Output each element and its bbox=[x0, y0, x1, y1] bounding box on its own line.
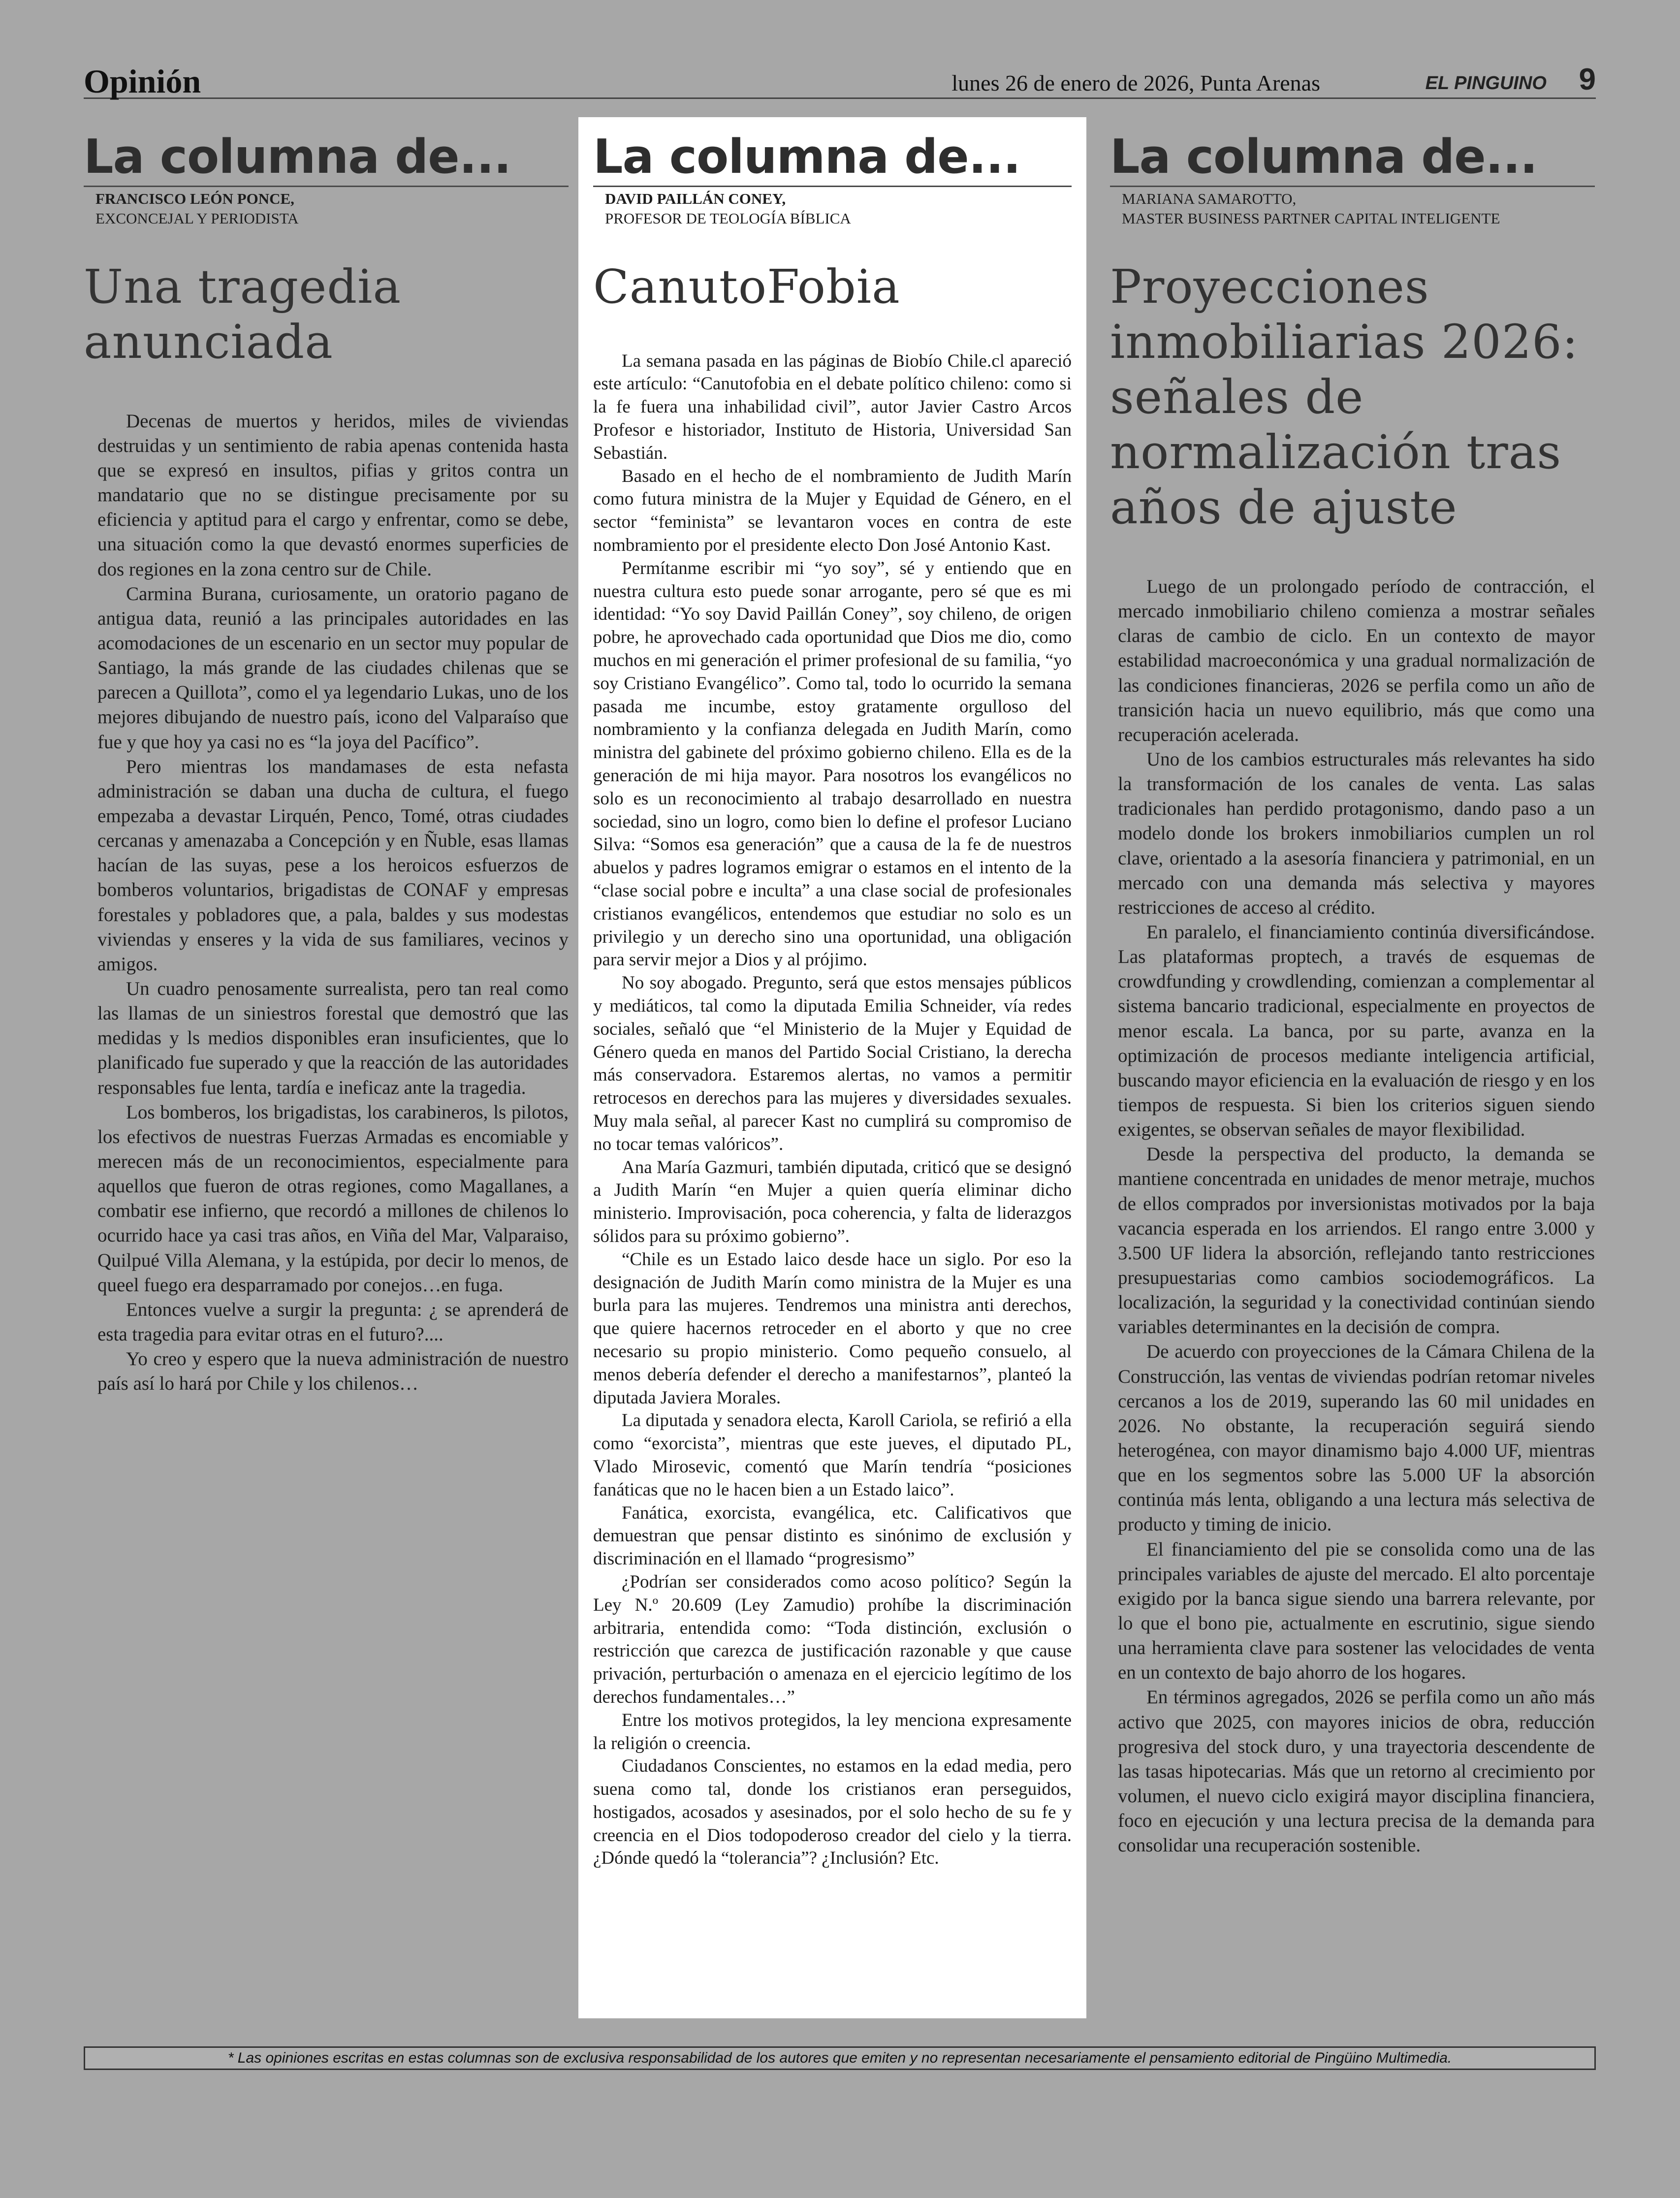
article-title: Una tragedia anunciada bbox=[84, 259, 402, 369]
paragraph: El financiamiento del pie se consolida como una de las principales variables de ajuste del mercado. El alto porcentaje exigido por la banca sigue siendo una barrera relevante, por lo que el bono pie, actualmente en escrutinio, sigue siendo una herramienta clave para sostener las velocidades de venta en un contexto de bajo ahorro de los hogares. bbox=[1118, 1538, 1595, 1684]
column-header: La columna de... bbox=[84, 117, 569, 187]
author-byline bbox=[593, 189, 1072, 229]
column-2 bbox=[578, 117, 1086, 2018]
paragraph: Entre los motivos protegidos, la ley menciona expresamente la religión o creencia. bbox=[593, 1710, 1072, 1753]
article-title: Proyecciones inmobiliarias 2026: señales de normalización tras años de ajuste bbox=[1110, 259, 1579, 535]
page-number: 9 bbox=[1579, 63, 1596, 96]
author-name: FRANCISCO LEÓN PONCE, bbox=[95, 190, 294, 207]
paragraph: Basado en el hecho de el nombramiento de Judith Marín como futura ministra de la Mujer y Equidad de Género, en el sector “feminista” se levantaron voces en contra de este nombramiento por el presidente electo Don José Antonio Kast. bbox=[593, 466, 1072, 556]
paragraph: Permítanme escribir mi “yo soy”, sé y entiendo que en nuestra cultura esto puede sonar arrogante, pero sé que es mi identidad: “Yo soy David Paillán Coney”, soy chileno, de origen pobre, he aprovechado cada oportunidad que Dios me dio, como muchos en mi generación el primer profesional de su familia, “yo soy Cristiano Evangélico”. Como tal, todo lo ocurrido la semana pasada me incumbe, estoy gratamente orgulloso del nombramiento y la confianza delegada en Judith Marín, como ministra del gabinete del próximo gobierno chileno. Ella es de la generación de mi hija mayor. Para nosotros los evangélicos no solo es un reconocimiento al trabajo desarrollado en nuestra sociedad, sino un logro, como bien lo define el profesor Luciano Silva: “Somos esa generación” que a causa de la fe de nuestros abuelos y padres logramos emigrar o estamos en el intento de la “clase social pobre e inculta” a una clase social de profesionales cristianos evangélicos, entendemos que estudiar no solo es un privilegio y un derecho sino una oportunidad, una obligación para servir mejor a Dios y al prójimo. bbox=[593, 558, 1072, 970]
footer-disclaimer: * Las opiniones escritas en estas columnas son de exclusiva responsabilidad de los autores que emiten y no representan necesariamente el pensamiento editorial de Pingüino Multimedia. bbox=[84, 2046, 1596, 2070]
paragraph: Ana María Gazmuri, también diputada, criticó que se designó a Judith Marín “en Mujer a quien quería eliminar dicho ministerio. Improvisación, poca coherencia, y falta de liderazgos sólidos para su próximo gobierno”. bbox=[593, 1157, 1072, 1246]
article-body bbox=[1110, 574, 1595, 1858]
paragraph: Pero mientras los mandamases de esta nefasta administración se daban una ducha de cultura, el fuego empezaba a devastar Lirquén, Penco, Tomé, otras ciudades cercanas y amenazaba a Concepción y en Ñuble, esas llamas hacían de las suyas, pese a los heroicos esfuerzos de bomberos voluntarios, brigadistas de CONAF y empresas forestales y pobladores que, a pala, baldes y sus modestas viviendas y enseres y la vida de sus familiares, vecinos y amigos. bbox=[97, 756, 569, 975]
paragraph: La semana pasada en las páginas de Biobío Chile.cl apareció este artículo: “Canutofobia en el debate político chileno: como si la fe fuera una inhabilidad civil”, autor Javier Castro Arcos Profesor e historiador, Instituto de Historia, Universidad San Sebastián. bbox=[593, 350, 1072, 463]
author-byline bbox=[84, 189, 569, 229]
author-role: EXCONCEJAL Y PERIODISTA bbox=[95, 210, 299, 227]
column-header: La columna de... bbox=[593, 117, 1072, 187]
paragraph: Fanática, exorcista, evangélica, etc. Calificativos que demuestran que pensar distinto es sinónimo de exclusión y discriminación en el llamado “progresismo” bbox=[593, 1502, 1072, 1569]
article-title: CanutoFobia bbox=[593, 259, 900, 314]
paragraph: Un cuadro penosamente surrealista, pero tan real como las llamas de un siniestros forestal que demostró que las medidas y ls medios disponibles eran insuficientes, que lo planificado fue superado y que la reacción de las autoridades responsables fue lenta, tardía e ineficaz ante la tragedia. bbox=[97, 978, 569, 1098]
column-1 bbox=[84, 117, 569, 1396]
article-body bbox=[84, 409, 569, 1397]
paragraph: Desde la perspectiva del producto, la demanda se mantiene concentrada en unidades de menor metraje, muchos de ellos comprados por inversionistas motivados por la baja vacancia esperada en los arriendos. El rango entre 3.000 y 3.500 UF lidera la absorción, reflejando tanto restricciones presupuestarias como cambios sociodemográficos. La localización, la seguridad y la conectividad continúan siendo variables determinantes en la decisión de compra. bbox=[1118, 1144, 1595, 1338]
column-3 bbox=[1110, 117, 1595, 1858]
column-header: La columna de... bbox=[1110, 117, 1595, 187]
paragraph: “Chile es un Estado laico desde hace un siglo. Por eso la designación de Judith Marín como ministra de la Mujer es una burla para las mujeres. Tendremos una ministra anti derechos, que quiere hacernos retroceder en el aborto y que no cree necesario su propio ministerio. Como pequeño consuelo, al menos debería defender el derecho a manifestarnos”, planteó la diputada Javiera Morales. bbox=[593, 1249, 1072, 1408]
paragraph: En paralelo, el financiamiento continúa diversificándose. Las plataformas proptech, a través de esquemas de crowdfunding y crowdlending, comienzan a complementar al sistema bancario tradicional, especialmente en proyectos de menor escala. La banca, por su parte, avanza en la optimización de procesos mediante inteligencia artificial, buscando mayor eficiencia en la evaluación de riesgo y en los tiempos de respuesta. Si bien los criterios siguen siendo exigentes, se observan señales de mayor flexibilidad. bbox=[1118, 922, 1595, 1141]
paragraph: Los bomberos, los brigadistas, los carabineros, ls pilotos, los efectivos de nuestras Fuerzas Armadas es encomiable y merecen más de un reconocimientos, especialmente para aquellos que fueron de otras regiones, como Magallanes, a combatir ese infierno, que recordó a millones de chilenos lo ocurrido hace ya casi tras años, en Viña del Mar, Valparaiso, Quilpué Villa Alemana, y la estúpida, por decir lo menos, de queel fuego era desparramado por conejos…en fuga. bbox=[97, 1101, 569, 1296]
newspaper-logo: EL PINGUINO bbox=[1425, 73, 1547, 94]
section-title: Opinión bbox=[84, 63, 201, 100]
paragraph: En términos agregados, 2026 se perfila como un año más activo que 2025, con mayores inicios de obra, reducción progresiva del stock duro, y una trayectoria descendente de las tasas hipotecarias. Más que un retorno al crecimiento por volumen, el nuevo ciclo exigirá mayor disciplina financiera, foco en ejecución y una lectura precisa de la demanda para consolidar una recuperación sostenible. bbox=[1118, 1687, 1595, 1856]
paragraph: Carmina Burana, curiosamente, un oratorio pagano de antigua data, reunió a las principales autoridades en las acomodaciones de un escenario en un sector muy popular de Santiago, la más grande de las ciudades chilenas que se parecen a Quillota”, como el ya legendario Lukas, uno de los mejores dibujando de nuestro país, icono del Valparaíso que fue y que hoy ya casi no es “la joya del Pacífico”. bbox=[97, 583, 569, 753]
paragraph: Luego de un prolongado período de contracción, el mercado inmobiliario chileno comienza a mostrar señales claras de cambio de ciclo. En un contexto de mayor estabilidad macroeconómica y una gradual normalización de las condiciones financieras, 2026 se perfila como un año de transición hacia un nuevo equilibrio, más que como una recuperación acelerada. bbox=[1118, 576, 1595, 745]
paragraph: Entonces vuelve a surgir la pregunta: ¿ se aprenderá de esta tragedia para evitar otras en el futuro?.... bbox=[97, 1299, 569, 1345]
author-role: PROFESOR DE TEOLOGÍA BÍBLICA bbox=[605, 210, 851, 227]
article-body bbox=[593, 350, 1072, 1871]
paragraph: Uno de los cambios estructurales más relevantes ha sido la transformación de los canales de venta. Las salas tradicionales han perdido protagonismo, dando paso a un modelo donde los brokers inmobiliarios cumplen un rol clave, orientado a la asesoría financiera y patrimonial, en un mercado con una demanda más selectiva y mayores restricciones de acceso al crédito. bbox=[1118, 749, 1595, 918]
author-byline bbox=[1110, 189, 1595, 229]
author-name: DAVID PAILLÁN CONEY, bbox=[605, 190, 786, 207]
paragraph: Ciudadanos Conscientes, no estamos en la edad media, pero suena como tal, donde los cristianos eran perseguidos, hostigados, acosados y asesinados, por el solo hecho de su fe y creencia en el Dios todopoderoso creador del cielo y la tierra. ¿Dónde quedó la “tolerancia”? ¿Inclusión? Etc. bbox=[593, 1756, 1072, 1869]
paragraph: La diputada y senadora electa, Karoll Cariola, se refirió a ella como “exorcista”, mientras que este jueves, el diputado PL, Vlado Mirosevic, comentó que Marín tendría “posiciones fanáticas que no le hacen bien a un Estado laico”. bbox=[593, 1410, 1072, 1500]
paragraph: ¿Podrían ser considerados como acoso político? Según la Ley N.º 20.609 (Ley Zamudio) prohíbe la discriminación arbitraria, entendida como: “Toda distinción, exclusión o restricción que carezca de justificación razonable y que cause privación, perturbación o amenaza en el ejercicio legítimo de los derechos fundamentales…” bbox=[593, 1571, 1072, 1707]
author-name: MARIANA SAMAROTTO, bbox=[1122, 190, 1297, 207]
paragraph: Yo creo y espero que la nueva administración de nuestro país así lo hará por Chile y los chilenos… bbox=[97, 1348, 569, 1395]
paragraph: No soy abogado. Pregunto, será que estos mensajes públicos y mediáticos, tal como la diputada Emilia Schneider, vía redes sociales, señaló que “el Ministerio de la Mujer y Equidad de Género queda en manos del Partido Social Cristiano, la derecha más conservadora. Estaremos alertas, no vamos a permitir retrocesos en derechos para las mujeres y diversidades sexuales. Muy mala señal, al parecer Kast no cumplirá su compromiso de no tocar temas valóricos”. bbox=[593, 973, 1072, 1154]
paragraph: Decenas de muertos y heridos, miles de viviendas destruidas y un sentimiento de rabia apenas contenida hasta que se expresó en insultos, pifias y gritos contra un mandatario que no se distingue precisamente por su eficiencia y aptitud para el cargo y enfrentar, como se debe, una situación como la que devastó enormes superficies de dos regiones en la zona centro sur de Chile. bbox=[97, 410, 569, 580]
page-header bbox=[84, 58, 1596, 99]
author-role: MASTER BUSINESS PARTNER CAPITAL INTELIGENTE bbox=[1122, 210, 1500, 227]
date-line: lunes 26 de enero de 2026, Punta Arenas bbox=[951, 70, 1320, 96]
paragraph: De acuerdo con proyecciones de la Cámara Chilena de la Construcción, las ventas de viviendas podrían retomar niveles cercanos a los de 2019, superando las 60 mil unidades en 2026. No obstante, la recuperación seguirá siendo heterogénea, con mayor dinamismo bajo 4.000 UF, mientras que en los segmentos sobre las 5.000 UF la absorción continúa más lenta, obligando a una lectura más selectiva de producto y timing de inicio. bbox=[1118, 1341, 1595, 1535]
